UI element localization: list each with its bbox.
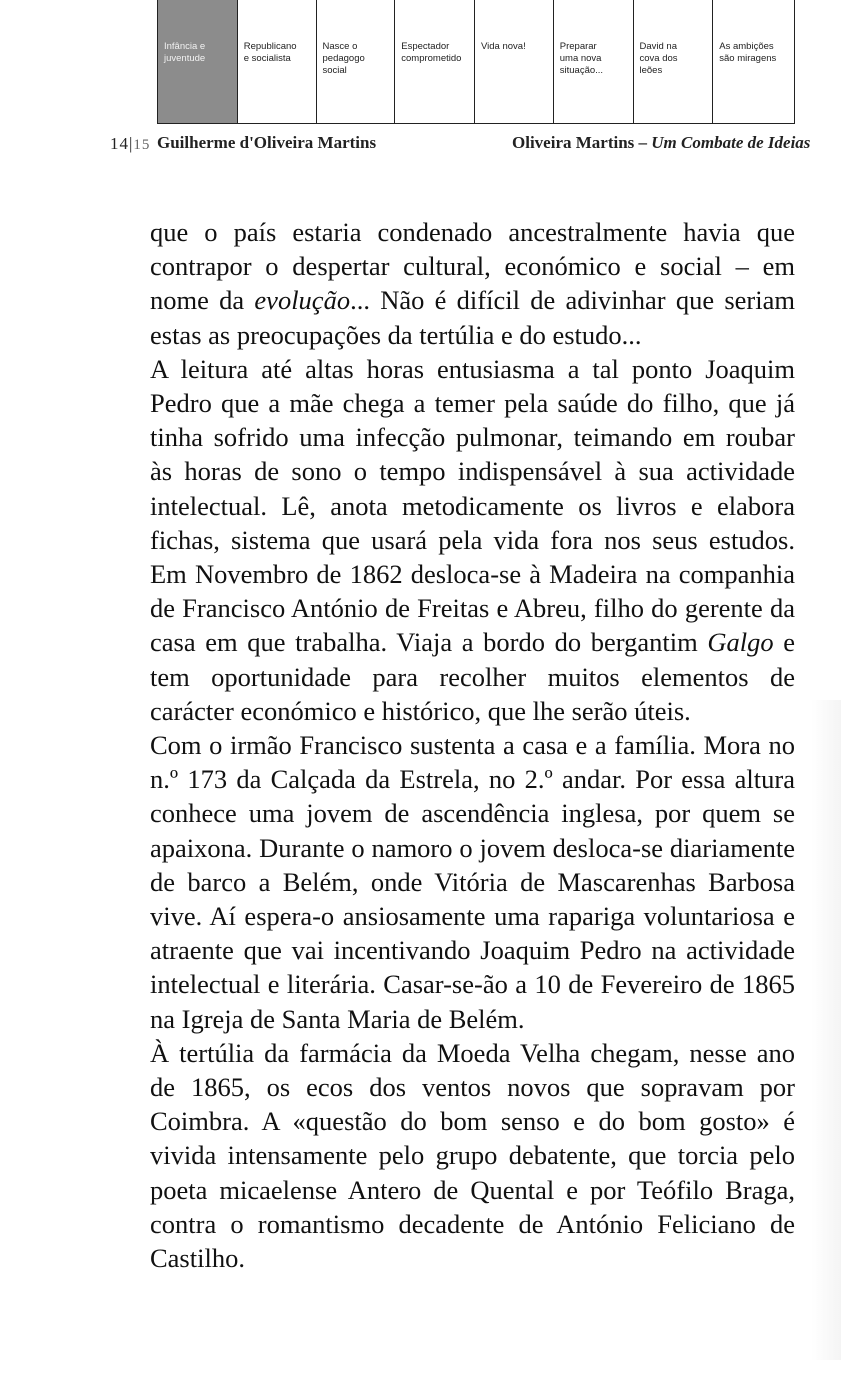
page-number-separator: |	[129, 134, 134, 153]
chapter-tab-label: David na cova dos leões	[639, 41, 678, 76]
chapter-tab-label: Vida nova!	[481, 41, 526, 52]
chapter-tab-republicano[interactable]	[238, 0, 317, 123]
paragraph	[150, 352, 795, 728]
chapter-tab-espectador[interactable]	[395, 0, 475, 123]
paragraph: À tertúlia da farmácia da Moeda Velha chegam, nesse ano de 1865, os ecos dos ventos novos que sopravam por Coimbra. A «questão do bom senso e do bom gosto» é vivida intensamente pelo grupo debatente, que torcia pelo poeta micaelense Antero de Quental e por Teófilo Braga, contra o romantismo decadente de António Feliciano de Castilho.	[150, 1037, 795, 1274]
paragraph	[150, 215, 795, 352]
chapter-tab-label: Republicano e socialista	[243, 41, 297, 64]
chapter-tab-vida-nova[interactable]	[475, 0, 554, 123]
chapter-tab-label: Nasce o pedagogo social	[322, 41, 365, 76]
page-numbers	[110, 134, 150, 154]
author-name: Guilherme d'Oliveira Martins	[157, 133, 377, 152]
book-title-prefix: Oliveira Martins –	[512, 133, 652, 152]
book-title-italic: Um Combate de Ideias	[651, 133, 811, 152]
paragraph: Com o irmão Francisco sustenta a casa e a família. Mora no n.º 173 da Calçada da Estrela, no 2.º andar. Por essa altura conhece uma jovem de ascendência inglesa, por quem se apaixona. Durante o namoro o jovem desloca-se diariamente de barco a Belém, onde Vitória de Mascarenhas Barbosa vive. Aí espera-o ansiosamente uma rapariga voluntariosa e atraente que vai incentivando Joaquim Pedro na actividade intelectual e literária. Casar-se-ão a 10 de Fevereiro de 1865 na Igreja de Santa Maria de Belém.	[150, 730, 795, 1034]
chapter-tab-label: Infância e juventude	[164, 41, 206, 64]
chapter-tab-label: Preparar uma nova situação...	[559, 41, 604, 76]
page-show-through	[811, 700, 841, 1360]
page-number-right: 15	[133, 137, 151, 153]
ship-name: Galgo	[707, 627, 774, 658]
chapter-tab-preparar[interactable]	[554, 0, 634, 123]
book-title	[512, 133, 810, 153]
chapter-tab-ambicoes[interactable]	[713, 0, 794, 123]
chapter-tab-david[interactable]	[634, 0, 714, 123]
paragraph-text: e tem oportunidade para recolher muitos elementos de carácter económico e histórico, que lhe serão úteis.	[150, 627, 795, 726]
paragraph-text: A leitura até altas horas entusiasma a tal ponto Joaquim Pedro que a mãe chega a temer pela saúde do filho, que já tinha sofrido uma infecção pulmonar, teimando em roubar às horas de sono o tempo indispensável à sua actividade intelectual. Lê, anota metodicamente os livros e elabora fichas, sistema que usará pela vida fora nos seus estudos. Em Novembro de 1862 desloca-se à Madeira na companhia de Francisco António de Freitas e Abreu, filho do gerente da casa em que trabalha. Viaja a bordo do bergantim	[150, 353, 795, 658]
chapter-tab-label: Espectador comprometido	[401, 41, 462, 64]
chapter-tab-label: As ambições são miragens	[719, 41, 777, 64]
chapter-tab-infancia[interactable]	[158, 0, 238, 123]
page-number-left: 14	[110, 134, 129, 153]
body-text	[150, 215, 795, 1275]
chapter-tab-pedagogo[interactable]	[317, 0, 396, 123]
italic-term: evolução	[254, 285, 351, 316]
paragraph-text: ... Não é difícil de adivinhar que seriam estas as preocupações da tertúlia e do estudo...	[150, 285, 795, 350]
chapter-navigation	[157, 0, 795, 124]
paragraph-text: que o país estaria condenado ancestralmente havia que contrapor o despertar cultural, económico e social – em nome da	[150, 217, 795, 316]
running-head	[0, 124, 841, 164]
